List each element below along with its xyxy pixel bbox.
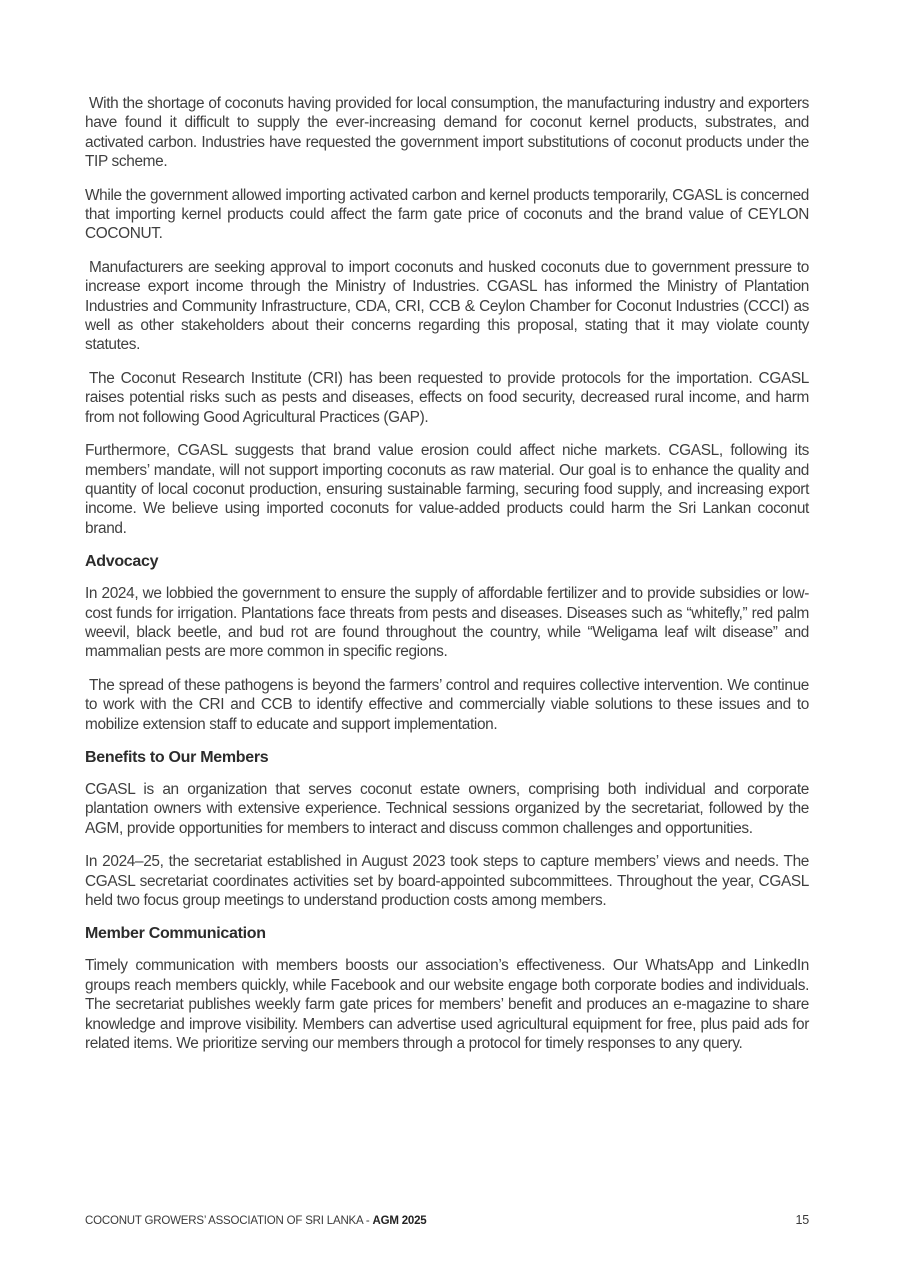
paragraph-brand-erosion: Furthermore, CGASL suggests that brand value erosion could affect niche markets. CGASL, following its members’ mandate, will not support importing coconuts as raw material. Our goal is to enhance the quality and quantity of local coconut production, ensuring sustainable farming, securing food supply, and increasing export income. We believe using imported coconuts for value-added products could harm the Sri Lankan coconut brand. — [85, 442, 809, 537]
footer-event: AGM 2025 — [372, 1215, 427, 1227]
paragraph-communication-channels: Timely communication with members boosts our association’s effectiveness. Our WhatsApp and LinkedIn groups reach members quickly, while Facebook and our website engage both corporate bodies and individuals. The secretariat publishes weekly farm gate prices for members’ benefit and produces an e-magazine to share knowledge and improve visibility. Members can advertise used agricultural equipment for free, plus paid ads for related items. We prioritize serving our members through a protocol for timely responses to any query. — [85, 957, 809, 1053]
paragraph-import-shortage: With the shortage of coconuts having provided for local consumption, the manufacturing industry and exporters have found it difficult to supply the ever-increasing demand for coconut kernel products, substrates, and activated carbon. Industries have requested the government import substitutions of coconut products under the TIP scheme. — [85, 95, 809, 171]
paragraph-benefits-organization: CGASL is an organization that serves coconut estate owners, comprising both individual and corporate plantation owners with extensive experience. Technical sessions organized by the secretariat, followed by the AGM, provide opportunities for members to interact and discuss common challenges and opportunities. — [85, 780, 809, 837]
section-heading-communication: Member Communication — [85, 925, 266, 943]
page-footer — [85, 1213, 809, 1227]
paragraph-manufacturers-approval: Manufacturers are seeking approval to import coconuts and husked coconuts due to government pressure to increase export income through the Ministry of Industries. CGASL has informed the Ministry of Plantation Industries and Community Infrastructure, CDA, CRI, CCB & Ceylon Chamber for Coconut Industries (CCCI) as well as other stakeholders about their concerns regarding this proposal, stating that it may violate county statutes. — [85, 258, 809, 354]
paragraph-kernel-import-concern: While the government allowed importing activated carbon and kernel products temporarily, CGASL is concerned that importing kernel products could affect the farm gate price of coconuts and the brand value of CEYLON COCONUT. — [85, 186, 809, 243]
document-body — [85, 94, 809, 1067]
footer-separator: - — [362, 1215, 373, 1227]
footer-title — [85, 1215, 427, 1227]
footer-organization: COCONUT GROWERS’ ASSOCIATION OF SRI LANKA — [85, 1215, 363, 1227]
section-heading-benefits: Benefits to Our Members — [85, 748, 269, 766]
paragraph-advocacy-lobbying: In 2024, we lobbied the government to ensure the supply of affordable fertilizer and to provide subsidies or low-cost funds for irrigation. Plantations face threats from pests and diseases. Diseases such as “whitefly,” red palm weevil, black beetle, and bud rot are found throughout the country, while “Weligama leaf wilt disease” and mammalian pests are more common in specific regions. — [85, 585, 809, 661]
paragraph-benefits-secretariat: In 2024–25, the secretariat established in August 2023 took steps to capture members’ views and needs. The CGASL secretariat coordinates activities set by board-appointed subcommittees. Throughout the year, CGASL held two focus group meetings to understand production costs among members. — [85, 853, 809, 909]
page-number: 15 — [795, 1213, 809, 1227]
paragraph-advocacy-pathogens: The spread of these pathogens is beyond the farmers’ control and requires collective intervention. We continue to work with the CRI and CCB to identify effective and commercially viable solutions to these issues and to mobilize extension staff to educate and support implementation. — [85, 676, 809, 733]
paragraph-cri-protocols: The Coconut Research Institute (CRI) has been requested to provide protocols for the importation. CGASL raises potential risks such as pests and diseases, effects on food security, decreased rural income, and harm from not following Good Agricultural Practices (GAP). — [85, 369, 809, 426]
section-heading-advocacy: Advocacy — [85, 553, 159, 571]
